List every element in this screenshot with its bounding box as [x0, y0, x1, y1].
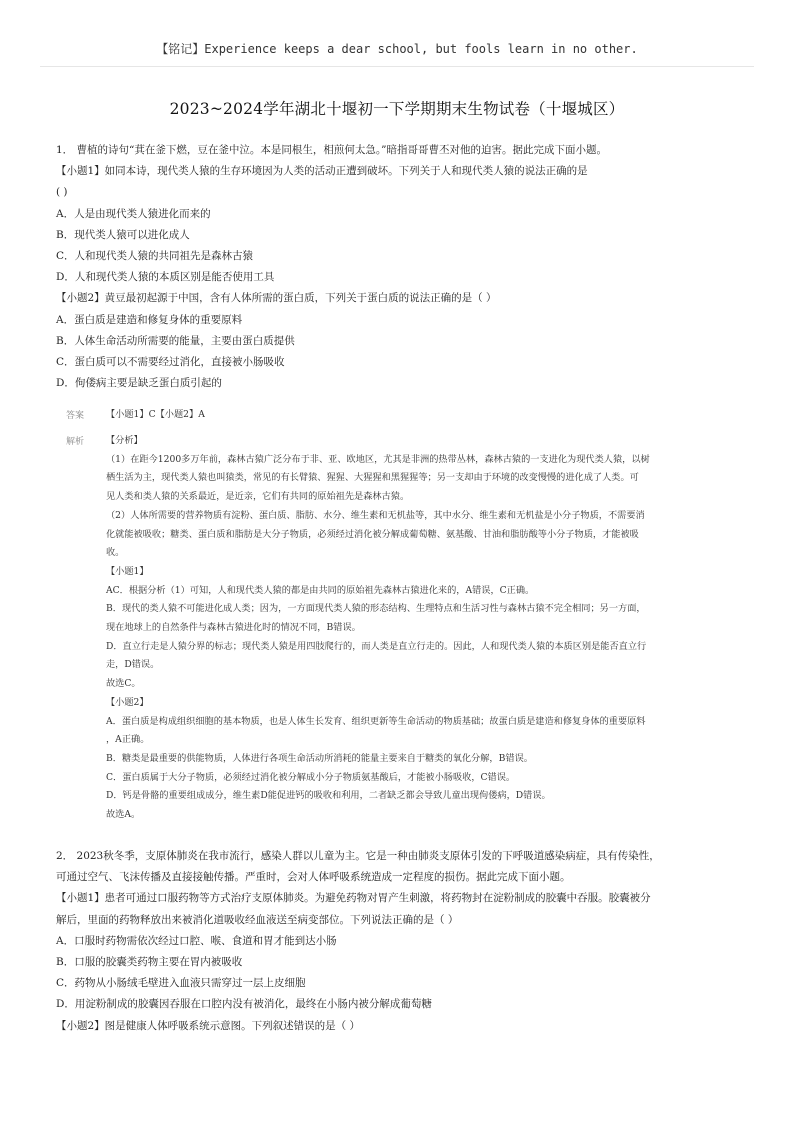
- analysis-line: A．蛋白质是构成组织细胞的基本物质，也是人体生长发育、组织更新等生命活动的物质基础；故蛋白质是建造和修复身体的重要原料: [106, 715, 646, 727]
- option: B．现代类人猿可以进化成人: [56, 228, 190, 241]
- header-divider: [40, 66, 754, 67]
- page-title: 2023~2024学年湖北十堰初一下学期期末生物试卷（十堰城区）: [169, 100, 625, 118]
- analysis-body: [106, 432, 736, 825]
- option: A．口服时药物需依次经过口腔、喉、食道和胃才能到达小肠: [56, 934, 337, 947]
- analysis-line: 【小题1】: [106, 565, 149, 577]
- analysis-line: 【小题2】: [106, 696, 149, 708]
- question-2-sub1-line: 解后，里面的药物释放出来被消化道吸收经血液送至病变部位。下列说法正确的是（ ）: [56, 913, 459, 926]
- question-1-sub1-paren: ( ): [56, 186, 68, 199]
- question-1-stem: 1． 曹植的诗句“萁在釜下燃，豆在釜中泣。本是同根生，相煎何太急。”暗指哥哥曹丕对他的迫害。据此完成下面小题。: [56, 144, 608, 156]
- option: D．人和现代类人猿的本质区别是能否使用工具: [56, 271, 275, 284]
- question-2-sub2-stem: 【小题2】图是健康人体呼吸系统示意图。下列叙述错误的是（ ）: [56, 1019, 361, 1032]
- option: A．蛋白质是建造和修复身体的重要原料: [56, 313, 243, 326]
- option: D．用淀粉制成的胶囊因吞服在口腔内没有被消化，最终在小肠内被分解成葡萄糖: [56, 998, 432, 1011]
- analysis-line: 走，D错误。: [106, 659, 160, 671]
- analysis-line: ，A正确。: [106, 734, 150, 746]
- motto-banner: 【铭记】Experience keeps a dear school, but fools learn in no other.: [156, 42, 638, 56]
- analysis-line: D．直立行走是人猿分界的标志；现代类人猿是用四肢爬行的，而人类是直立行走的。因此，人和现代类人猿的本质区别是能否直立行: [106, 640, 647, 652]
- answer-label: 答案: [66, 411, 85, 421]
- question-2-stem-line: 2． 2023秋冬季，支原体肺炎在我市流行，感染人群以儿童为主。它是一种由肺炎支原体引发的下呼吸道感染病症，具有传染性，: [56, 850, 660, 862]
- question-1-sub1-stem: 【小题1】如同本诗，现代类人猿的生存环境因为人类的活动正遭到破坏。下列关于人和现代类人猿的说法正确的是: [56, 165, 588, 178]
- analysis-line: 栖生活为主，现代类人猿也叫猿类，常见的有长臂猿、猩猩、大猩猩和黑猩猩等；另一支却由于环境的改变慢慢的进化成了人类。可: [106, 472, 639, 484]
- option: D．佝偻病主要是缺乏蛋白质引起的: [56, 377, 222, 390]
- analysis-line: C．蛋白质属于大分子物质，必须经过消化被分解成小分子物质氨基酸后，才能被小肠吸收，C错误。: [106, 771, 516, 783]
- option: C．药物从小肠绒毛壁进入血液只需穿过一层上皮细胞: [56, 977, 306, 990]
- question-1-sub2-stem: 【小题2】黄豆最初起源于中国，含有人体所需的蛋白质，下列关于蛋白质的说法正确的是（ ）: [56, 292, 497, 305]
- option: A．人是由现代类人猿进化而来的: [56, 207, 211, 220]
- option: B．口服的胶囊类药物主要在胃内被吸收: [56, 956, 243, 969]
- analysis-line: 故选A。: [106, 809, 141, 821]
- analysis-line: 见人类和类人猿的关系最近，是近亲，它们有共同的原始祖先是森林古猿。: [106, 491, 410, 503]
- analysis-line: B．糖类是最重要的供能物质，人体进行各项生命活动所消耗的能量主要来自于糖类的氧化分解，B错误。: [106, 752, 533, 764]
- analysis-line: B．现代的类人猿不可能进化成人类；因为，一方面现代类人猿的形态结构、生理特点和生活习性与森林古猿不完全相同；另一方面，: [106, 603, 646, 615]
- analysis-line: AC．根据分析（1）可知，人和现代类人猿的都是由共同的原始祖先森林古猿进化来的，A错误，C正确。: [106, 584, 535, 596]
- analysis-line: 【分析】: [106, 435, 143, 446]
- answer-text: 【小题1】C【小题2】A: [106, 409, 205, 420]
- analysis-line: 故选C。: [106, 678, 141, 690]
- question-1: [56, 140, 746, 394]
- analysis-line: D．钙是骨骼的重要组成成分，维生素D能促进钙的吸收和利用，二者缺乏都会导致儿童出现佝偻病，D错误。: [106, 790, 551, 802]
- option: B．人体生命活动所需要的能量，主要由蛋白质提供: [56, 334, 295, 347]
- option: C．人和现代类人猿的共同祖先是森林古猿: [56, 250, 254, 263]
- question-2-stem-line: 可通过空气、飞沫传播及直接接触传播。严重时，会对人体呼吸系统造成一定程度的损伤。据此完成下面小题。: [56, 871, 571, 884]
- option: C．蛋白质可以不需要经过消化，直接被小肠吸收: [56, 356, 285, 369]
- analysis-line: （2）人体所需要的营养物质有淀粉、蛋白质、脂肪、水分、维生素和无机盐等，其中水分、维生素和无机盐是小分子物质，不需要消: [106, 509, 645, 521]
- analysis-label: 解析: [66, 437, 85, 447]
- question-2: [56, 846, 746, 1037]
- analysis-line: 现在地球上的自然条件与森林古猿进化时的情况不同，B错误。: [106, 622, 361, 634]
- question-2-sub1-line: 【小题1】患者可通过口服药物等方式治疗支原体肺炎。为避免药物对胃产生刺激，将药物封在淀粉制成的胶囊中吞服。胶囊被分: [56, 892, 651, 905]
- analysis-line: 收。: [106, 547, 125, 559]
- analysis-line: 化就能被吸收；糖类、蛋白质和脂肪是大分子物质，必须经过消化被分解成葡萄糖、氨基酸、甘油和脂肪酸等小分子物质，才能被吸: [106, 528, 639, 540]
- analysis-line: （1）在距今1200多万年前，森林古猿广泛分布于非、亚、欧地区，尤其是非洲的热带丛林，森林古猿的一支进化为现代类人猿，以树: [106, 453, 650, 465]
